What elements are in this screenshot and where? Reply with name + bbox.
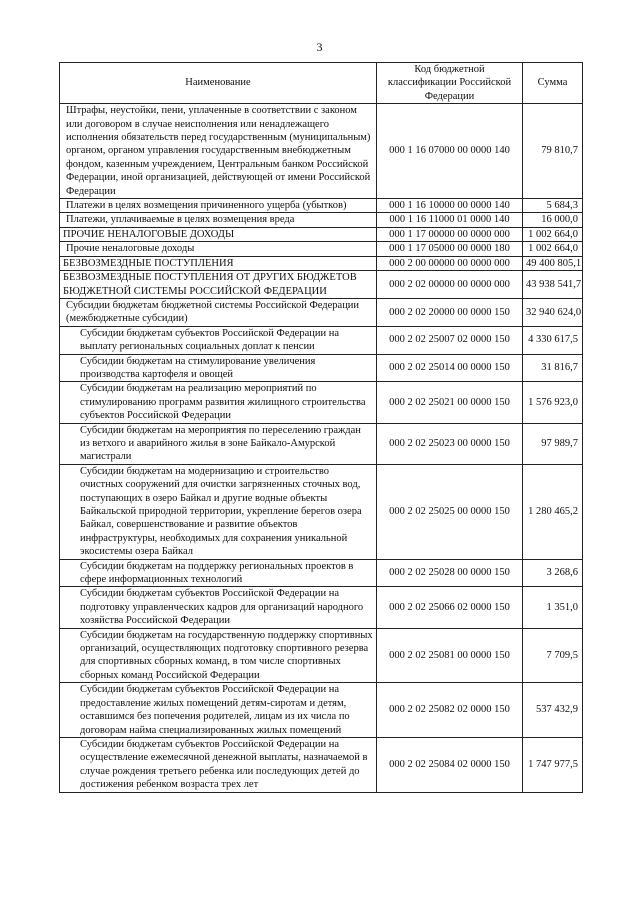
row-name: Прочие неналоговые доходы [60, 242, 377, 256]
row-code: 000 2 02 25084 02 0000 150 [377, 737, 523, 792]
row-name: Субсидии бюджетам на реализацию мероприятий по стимулированию программ развития жилищного строительства субъектов Российской Федерации [60, 382, 377, 423]
table-row [60, 423, 583, 464]
table-row [60, 242, 583, 256]
row-name: БЕЗВОЗМЕЗДНЫЕ ПОСТУПЛЕНИЯ [60, 256, 377, 270]
table-row [60, 213, 583, 227]
row-sum: 537 432,9 [523, 683, 583, 738]
row-name: Платежи, уплачиваемые в целях возмещения вреда [60, 213, 377, 227]
row-sum: 79 810,7 [523, 104, 583, 199]
row-name: Субсидии бюджетам субъектов Российской Федерации на предоставление жилых помещений детям-сиротам и детям, оставшимся без попечения родителей, лицам из их числа по договорам найма специализированных жилых помещений [60, 683, 377, 738]
row-name: Субсидии бюджетам на модернизацию и строительство очистных сооружений для очистки загрязненных сточных вод, поступающих в озеро Байкал и другие водные объекты Байкальской природной территории, укрепление берегов озера Байкал, совершенствование и развитие объектов инфраструктуры, необходимых для сохранения уникальной экосистемы озера Байкал [60, 464, 377, 559]
row-name: ПРОЧИЕ НЕНАЛОГОВЫЕ ДОХОДЫ [60, 227, 377, 241]
row-sum: 5 684,3 [523, 199, 583, 213]
row-sum: 49 400 805,1 [523, 256, 583, 270]
table-row [60, 559, 583, 587]
row-sum: 32 940 624,0 [523, 298, 583, 326]
row-sum: 1 747 977,5 [523, 737, 583, 792]
table-row [60, 256, 583, 270]
row-code: 000 2 02 25014 00 0000 150 [377, 354, 523, 382]
row-code: 000 2 02 25023 00 0000 150 [377, 423, 523, 464]
header-name: Наименование [60, 63, 377, 104]
row-code: 000 1 16 11000 01 0000 140 [377, 213, 523, 227]
row-sum: 43 938 541,7 [523, 271, 583, 299]
row-name: Субсидии бюджетам субъектов Российской Федерации на подготовку управленческих кадров для организаций народного хозяйства Российской Федерации [60, 587, 377, 628]
row-name: Субсидии бюджетам субъектов Российской Федерации на осуществление ежемесячной денежной выплаты, назначаемой в случае рождения третьего ребенка или последующих детей до достижения ребенком возраста трех лет [60, 737, 377, 792]
row-name: Субсидии бюджетам на поддержку региональных проектов в сфере информационных технологий [60, 559, 377, 587]
row-code: 000 1 16 10000 00 0000 140 [377, 199, 523, 213]
header-sum: Сумма [523, 63, 583, 104]
row-name: Платежи в целях возмещения причиненного ущерба (убытков) [60, 199, 377, 213]
row-name: Субсидии бюджетам субъектов Российской Федерации на выплату региональных социальных доплат к пенсии [60, 326, 377, 354]
row-sum: 1 002 664,0 [523, 227, 583, 241]
row-sum: 31 816,7 [523, 354, 583, 382]
row-code: 000 2 02 25028 00 0000 150 [377, 559, 523, 587]
row-sum: 1 002 664,0 [523, 242, 583, 256]
row-sum: 4 330 617,5 [523, 326, 583, 354]
table-row [60, 737, 583, 792]
table-body [60, 104, 583, 792]
table-row [60, 199, 583, 213]
row-name: Штрафы, неустойки, пени, уплаченные в соответствии с законом или договором в случае неисполнения или ненадлежащего исполнения обязательств перед государственным (муниципальным) органом, органом управления государственным внебюджетным фондом, казенным учреждением, Центральным банком Российской Федерации, иной организацией, действующей от имени Российской Федерации [60, 104, 377, 199]
row-sum: 16 000,0 [523, 213, 583, 227]
row-code: 000 1 17 00000 00 0000 000 [377, 227, 523, 241]
table-row [60, 326, 583, 354]
row-code: 000 2 02 25007 02 0000 150 [377, 326, 523, 354]
row-name: Субсидии бюджетам бюджетной системы Российской Федерации (межбюджетные субсидии) [60, 298, 377, 326]
row-code: 000 2 02 25025 00 0000 150 [377, 464, 523, 559]
table-row [60, 104, 583, 199]
row-name: БЕЗВОЗМЕЗДНЫЕ ПОСТУПЛЕНИЯ ОТ ДРУГИХ БЮДЖЕТОВ БЮДЖЕТНОЙ СИСТЕМЫ РОССИЙСКОЙ ФЕДЕРАЦИИ [60, 271, 377, 299]
table-row [60, 271, 583, 299]
table-header-row [60, 63, 583, 104]
row-sum: 1 280 465,2 [523, 464, 583, 559]
row-sum: 1 351,0 [523, 587, 583, 628]
row-name: Субсидии бюджетам на государственную поддержку спортивных организаций, осуществляющих подготовку спортивного резерва для спортивных сборных команд, в том числе спортивных сборных команд Российской Федерации [60, 628, 377, 683]
row-code: 000 2 02 25066 02 0000 150 [377, 587, 523, 628]
row-name: Субсидии бюджетам на стимулирование увеличения производства картофеля и овощей [60, 354, 377, 382]
table-row [60, 227, 583, 241]
page-number: 3 [316, 40, 323, 54]
row-code: 000 2 00 00000 00 0000 000 [377, 256, 523, 270]
row-code: 000 2 02 25082 02 0000 150 [377, 683, 523, 738]
table-row [60, 628, 583, 683]
table-row [60, 298, 583, 326]
row-sum: 3 268,6 [523, 559, 583, 587]
row-sum: 7 709,5 [523, 628, 583, 683]
budget-table [59, 62, 583, 793]
row-sum: 1 576 923,0 [523, 382, 583, 423]
table-row [60, 354, 583, 382]
row-sum: 97 989,7 [523, 423, 583, 464]
row-code: 000 2 02 25081 00 0000 150 [377, 628, 523, 683]
row-code: 000 1 16 07000 00 0000 140 [377, 104, 523, 199]
row-name: Субсидии бюджетам на мероприятия по переселению граждан из ветхого и аварийного жилья в зоне Байкало-Амурской магистрали [60, 423, 377, 464]
table-row [60, 683, 583, 738]
table-row [60, 587, 583, 628]
header-code: Код бюджетной классификации Российской Федерации [377, 63, 523, 104]
table-row [60, 464, 583, 559]
table-row [60, 382, 583, 423]
row-code: 000 2 02 00000 00 0000 000 [377, 271, 523, 299]
row-code: 000 1 17 05000 00 0000 180 [377, 242, 523, 256]
row-code: 000 2 02 25021 00 0000 150 [377, 382, 523, 423]
row-code: 000 2 02 20000 00 0000 150 [377, 298, 523, 326]
